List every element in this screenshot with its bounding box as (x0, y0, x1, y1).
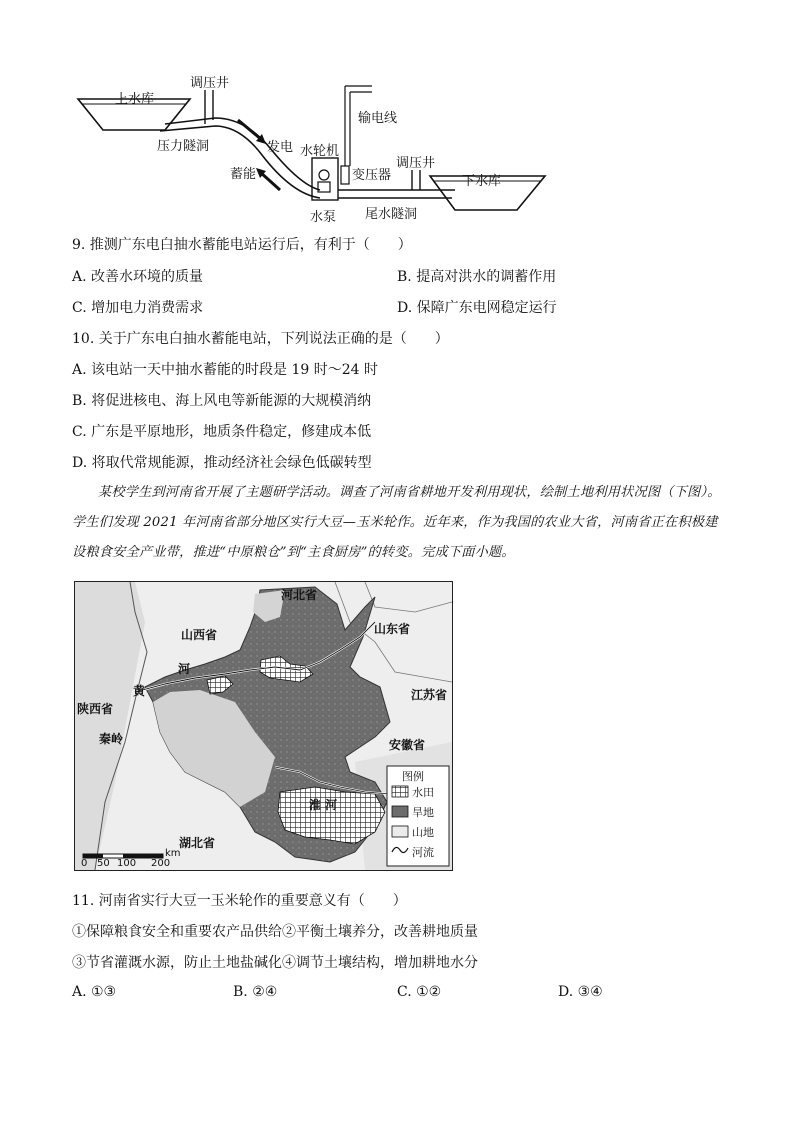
generate-label: 发电 (267, 140, 294, 155)
legend-title: 图例 (402, 770, 424, 783)
store-label: 蓄能 (230, 167, 257, 182)
tail-tunnel-label: 尾水隧洞 (365, 207, 418, 222)
transmission-line-label: 输电线 (358, 111, 398, 126)
henan-land-use-map (74, 581, 453, 871)
map-label-he: 河 (178, 662, 191, 676)
scale-tick-0: 0 (81, 858, 88, 869)
q11-option-c[interactable]: C. ①② (397, 984, 442, 1000)
pressure-tunnel-label: 压力隧洞 (157, 139, 210, 154)
map-label-huaihe: 淮 河 (309, 798, 338, 812)
q10-option-b[interactable]: B. 将促进核电、海上风电等新能源的大规模消纳 (72, 393, 372, 409)
legend-item-dryland: 旱地 (412, 806, 434, 819)
transformer-label: 变压器 (352, 168, 392, 183)
q11-statements-2: ③节省灌溉水源，防止土地盐碱化④调节土壤结构，增加耕地水分 (72, 955, 478, 971)
q11-stem: 11. 河南省实行大豆一玉米轮作的重要意义有（ ） (72, 893, 407, 909)
scale-tick-100: 100 (117, 858, 137, 869)
map-label-shandong: 山东省 (374, 622, 411, 636)
q10-option-d[interactable]: D. 将取代常规能源，推动经济社会绿色低碳转型 (72, 455, 372, 471)
scale-tick-200: 200 (151, 858, 171, 869)
intro-passage: 某校学生到河南省开展了主题研学活动。调查了河南省耕地开发利用现状，绘制土地利用状况图（下图）。学生们发现 2021 年河南省部分地区实行大豆—玉米轮作。近年来，作为我国的农业大省，河南省正在积极建设粮食安全产业带，推进“中原粮仓”到“主食厨房”的转变。完成下面小题。 (72, 485, 721, 560)
q10-option-a[interactable]: A. 该电站一天中抽水蓄能的时段是 19 时～24 时 (72, 362, 378, 378)
q10-option-c[interactable]: C. 广东是平原地形，地质条件稳定，修建成本低 (72, 424, 372, 440)
q11-option-a[interactable]: A. ①③ (72, 984, 117, 1000)
q11-option-d[interactable]: D. ③④ (558, 984, 603, 1000)
map-label-qinling: 秦岭 (99, 732, 124, 746)
q11-option-b[interactable]: B. ②④ (233, 984, 278, 1000)
legend-item-mountain: 山地 (412, 826, 434, 839)
q9-option-d[interactable]: D. 保障广东电网稳定运行 (397, 300, 557, 316)
q9-option-a[interactable]: A. 改善水环境的质量 (72, 269, 204, 285)
lower-reservoir-label: 下水库 (462, 174, 502, 189)
legend-item-paddy: 水田 (412, 786, 434, 799)
pumped-storage-diagram (0, 0, 794, 230)
surge-shaft-upper-label: 调压井 (190, 76, 230, 91)
turbine-label: 水轮机 (300, 144, 340, 159)
q11-statements-1: ①保障粮食安全和重要农产品供给②平衡土壤养分，改善耕地质量 (72, 924, 478, 940)
map-label-shaanxi: 陕西省 (77, 702, 114, 716)
pump-label: 水泵 (310, 210, 337, 225)
map-label-shanxi: 山西省 (181, 628, 218, 642)
map-label-hebei: 河北省 (281, 588, 318, 602)
q9-option-c[interactable]: C. 增加电力消费需求 (72, 300, 204, 316)
map-label-huang: 黄 (133, 684, 146, 698)
scale-unit: km (165, 848, 181, 859)
map-label-anhui: 安徽省 (389, 738, 426, 752)
map-label-jiangsu: 江苏省 (411, 688, 448, 702)
q9-stem: 9. 推测广东电白抽水蓄能电站运行后，有利于（ ） (72, 237, 412, 253)
legend-item-river: 河流 (412, 846, 434, 859)
upper-reservoir-label: 上水库 (115, 92, 155, 107)
scale-tick-50: 50 (97, 858, 110, 869)
map-label-hubei: 湖北省 (179, 836, 216, 850)
surge-shaft-lower-label: 调压井 (396, 156, 436, 171)
q10-stem: 10. 关于广东电白抽水蓄能电站，下列说法正确的是（ ） (72, 331, 449, 347)
q9-option-b[interactable]: B. 提高对洪水的调蓄作用 (397, 269, 557, 285)
